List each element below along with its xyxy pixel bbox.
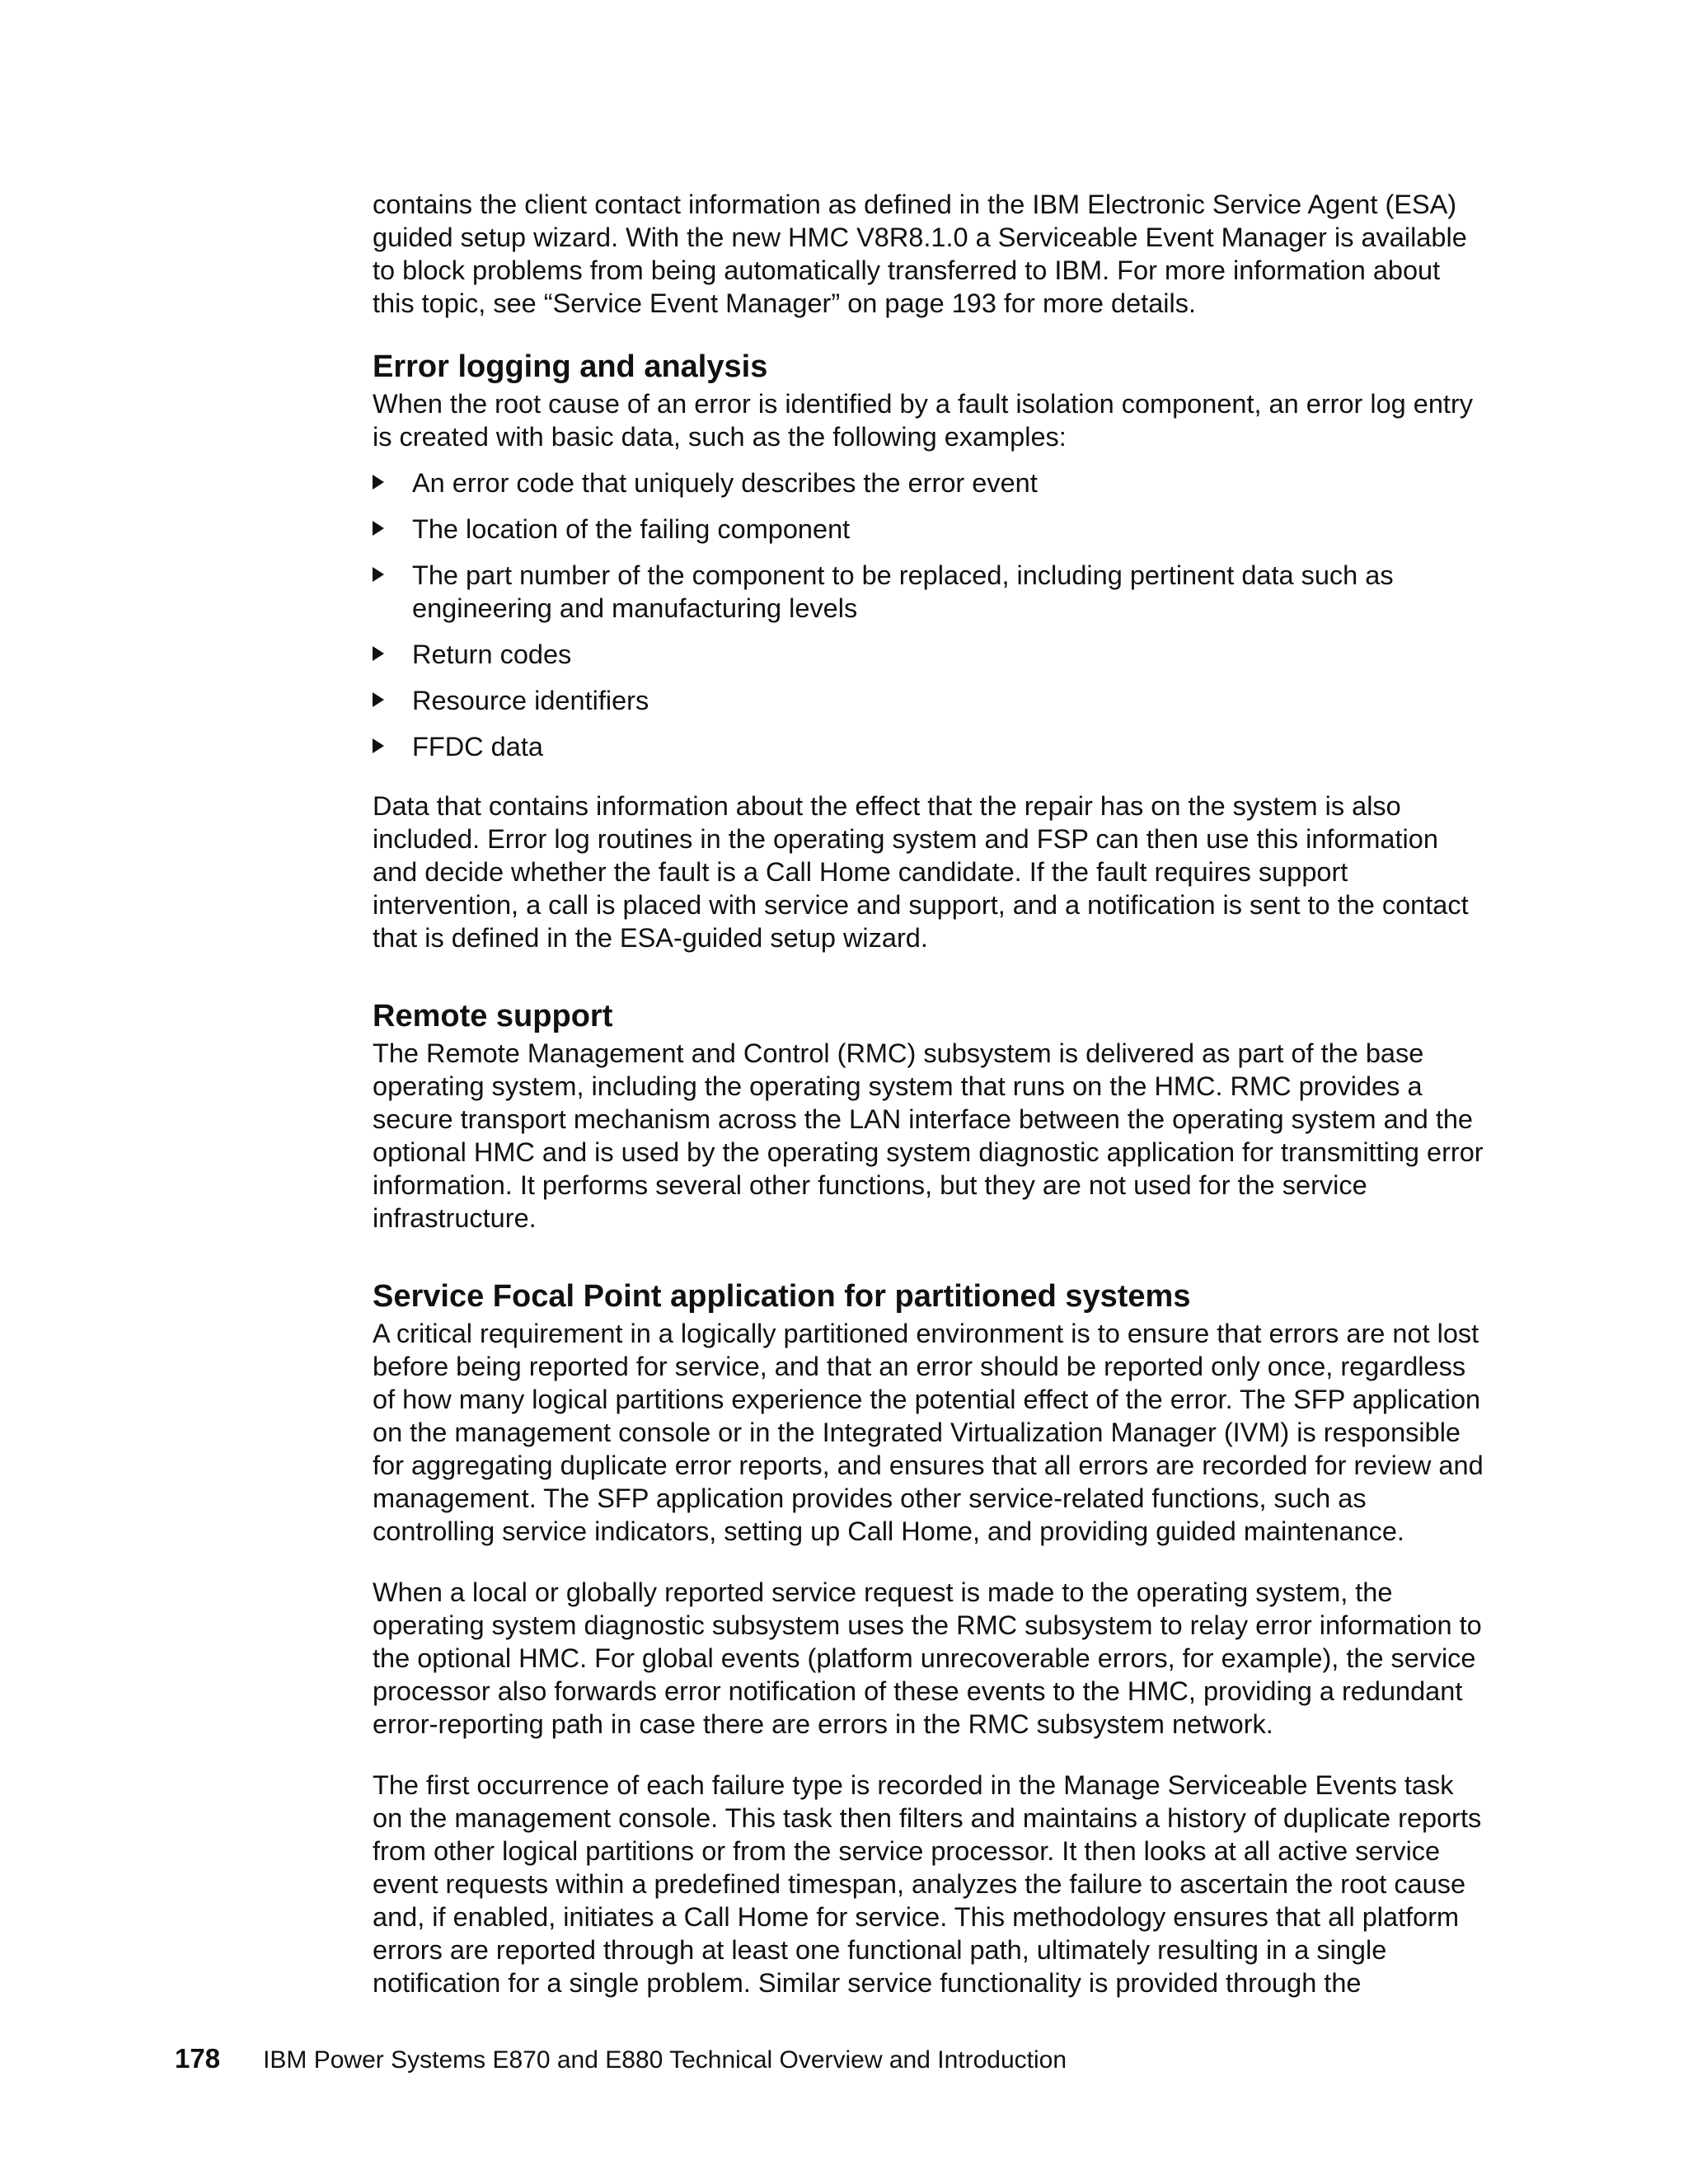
bullet-arrow-icon (373, 567, 384, 582)
page-footer (175, 2042, 1067, 2077)
bullet-arrow-icon (373, 738, 384, 753)
error-logging-lead-paragraph: When the root cause of an error is identified by a fault isolation component, an error log entry is created with basic data, such as the following examples: (373, 389, 1474, 452)
list-item (373, 559, 1485, 625)
error-logging-followup-paragraph: Data that contains information about the effect that the repair has on the system is also included. Error log routines in the operating system and FSP can then use this information and decide whether the fault is a Call Home candidate. If the fault requires support intervention, a call is placed with service and support, and a notification is sent to the contact that is defined in the ESA-guided setup wizard. (373, 791, 1469, 953)
list-item-text: The location of the failing component (412, 514, 851, 544)
list-item (373, 638, 1485, 671)
sfp-paragraph-2: When a local or globally reported service request is made to the operating system, the operating system diagnostic subsystem uses the RMC subsystem to relay error information to the optional HMC. For global events (platform unrecoverable errors, for example), the service processor also forwards error notification of these events to the HMC, providing a redundant error-reporting path in case there are errors in the RMC subsystem network. (373, 1577, 1482, 1739)
list-item (373, 684, 1485, 717)
list-item (373, 466, 1485, 499)
list-item-text: Resource identifiers (412, 686, 649, 715)
section-heading-remote-support: Remote support (373, 999, 613, 1033)
list-item-text: FFDC data (412, 732, 543, 762)
sfp-paragraph-1: A critical requirement in a logically partitioned environment is to ensure that errors are not lost before being reported for service, and that an error should be reported only once, regardless of how many logical partitions experience the potential effect of the error. The SFP application on the management console or in the Integrated Virtualization Manager (IVM) is responsible for aggregating duplicate error reports, and ensures that all errors are recorded for review and management. The SFP application provides other service-related functions, such as controlling service indicators, setting up Call Home, and providing guided maintenance. (373, 1319, 1484, 1546)
bullet-arrow-icon (373, 475, 384, 490)
list-item-text: The part number of the component to be replaced, including pertinent data such as engineering and manufacturing levels (412, 560, 1394, 623)
bullet-arrow-icon (373, 521, 384, 536)
list-item (373, 513, 1485, 546)
list-item-text: Return codes (412, 640, 572, 669)
intro-paragraph: contains the client contact information as defined in the IBM Electronic Service Agent (ESA) guided setup wizard. With the new HMC V8R8.1.0 a Serviceable Event Manager is available to block problems from being automatically transferred to IBM. For more information about this topic, see “Service Event Manager” on page 193 for more details. (373, 190, 1467, 318)
list-item (373, 730, 1485, 763)
page-body (373, 188, 1485, 1999)
page-number: 178 (175, 2043, 221, 2074)
section-heading-service-focal-point: Service Focal Point application for partitioned systems (373, 1279, 1191, 1314)
bullet-arrow-icon (373, 692, 384, 707)
book-title: IBM Power Systems E870 and E880 Technical Overview and Introduction (263, 2046, 1067, 2074)
list-item-text: An error code that uniquely describes the error event (412, 468, 1038, 498)
remote-support-paragraph: The Remote Management and Control (RMC) subsystem is delivered as part of the base operating system, including the operating system that runs on the HMC. RMC provides a secure transport mechanism across the LAN interface between the operating system and the optional HMC and is used by the operating system diagnostic application for transmitting error information. It performs several other functions, but they are not used for the service infrastructure. (373, 1038, 1484, 1233)
bullet-arrow-icon (373, 646, 384, 661)
sfp-paragraph-3: The first occurrence of each failure type is recorded in the Manage Serviceable Events task on the management console. This task then filters and maintains a history of duplicate reports from other logical partitions or from the service processor. It then looks at all active service event requests within a predefined timespan, analyzes the failure to ascertain the root cause and, if enabled, initiates a Call Home for service. This methodology ensures that all platform errors are reported through at least one functional path, ultimately resulting in a single notification for a single problem. Similar service functionality is provided through the (373, 1770, 1482, 1998)
error-log-data-list (373, 466, 1485, 763)
section-heading-error-logging: Error logging and analysis (373, 349, 768, 384)
